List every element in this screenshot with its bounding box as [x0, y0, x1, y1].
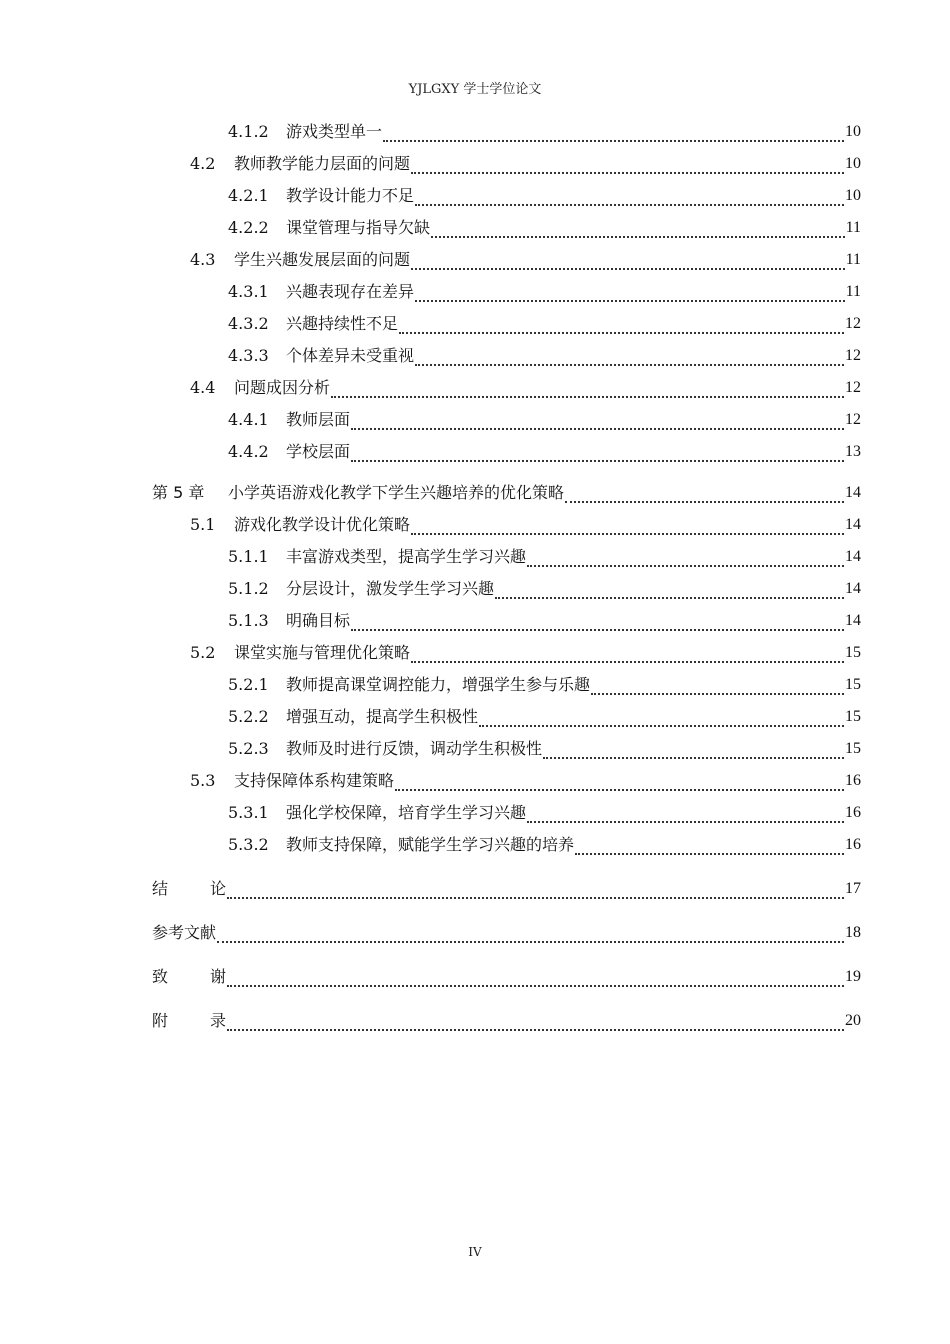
toc-entry[interactable]: [152, 308, 861, 340]
toc-entry-number: 5.2.1: [228, 675, 269, 694]
toc-entry-number: 4.4.2: [228, 442, 269, 461]
toc-entry-number: 5.1: [190, 515, 216, 534]
toc-entry[interactable]: [152, 605, 861, 637]
table-of-contents: [152, 116, 861, 1037]
toc-entry-page: 14: [845, 484, 861, 501]
dot-leader: [227, 1028, 844, 1031]
dot-leader: [411, 532, 844, 535]
dot-leader: [495, 596, 844, 599]
toc-entry[interactable]: [152, 669, 861, 701]
toc-entry[interactable]: [152, 468, 861, 509]
toc-entry-title: 致谢: [152, 967, 269, 986]
toc-entry[interactable]: [152, 701, 861, 733]
toc-entry-title: 学生兴趣发展层面的问题: [234, 250, 411, 269]
toc-entry-title: 游戏化教学设计优化策略: [234, 515, 411, 534]
toc-entry-page: 13: [845, 443, 861, 460]
toc-entry-title: 分层设计，激发学生学习兴趣: [286, 579, 495, 598]
toc-entry[interactable]: [152, 212, 861, 244]
toc-entry-page: 14: [845, 548, 861, 565]
toc-entry-title: 兴趣持续性不足: [286, 314, 399, 333]
toc-entry[interactable]: [152, 276, 861, 308]
toc-entry-number: 5.3: [190, 771, 216, 790]
dot-leader: [591, 692, 844, 695]
toc-entry-number: 4.3: [190, 250, 216, 269]
toc-entry-page: 15: [845, 708, 861, 725]
toc-entry-title: 教师支持保障，赋能学生学习兴趣的培养: [286, 835, 575, 854]
toc-entry-page: 19: [845, 968, 861, 985]
toc-entry[interactable]: [152, 116, 861, 148]
toc-entry-title: 个体差异未受重视: [286, 346, 415, 365]
toc-entry-title: 丰富游戏类型，提高学生学习兴趣: [286, 547, 527, 566]
toc-entry-number: 5.1.1: [228, 547, 269, 566]
page-number: IV: [468, 1245, 482, 1259]
toc-entry-page: 12: [845, 411, 861, 428]
dot-leader: [411, 267, 845, 270]
toc-entry-page: 18: [845, 924, 861, 941]
toc-entry[interactable]: [152, 573, 861, 605]
dot-leader: [331, 395, 844, 398]
toc-entry-page: 14: [845, 612, 861, 629]
toc-entry[interactable]: [152, 340, 861, 372]
toc-entry-title: 支持保障体系构建策略: [234, 771, 395, 790]
toc-entry-number: 5.1.2: [228, 579, 269, 598]
toc-entry-title: 强化学校保障，培育学生学习兴趣: [286, 803, 527, 822]
toc-entry-number: 4.2.2: [228, 218, 269, 237]
toc-entry-number: 4.4: [190, 378, 216, 397]
toc-entry-title: 参考文献: [152, 923, 217, 942]
toc-entry[interactable]: [152, 637, 861, 669]
toc-entry-page: 16: [845, 836, 861, 853]
dot-leader: [527, 564, 844, 567]
dot-leader: [415, 363, 844, 366]
toc-entry[interactable]: [152, 861, 861, 905]
toc-entry-title: 教师及时进行反馈，调动学生积极性: [286, 739, 543, 758]
toc-entry[interactable]: [152, 765, 861, 797]
toc-entry-number: 4.3.1: [228, 282, 269, 301]
page-header: YJLGXY 学士学位论文: [408, 82, 542, 97]
toc-entry-title: 学校层面: [286, 442, 351, 461]
dot-leader: [431, 235, 845, 238]
toc-entry[interactable]: [152, 541, 861, 573]
toc-entry-title: 课堂实施与管理优化策略: [234, 643, 411, 662]
dot-leader: [527, 820, 844, 823]
toc-entry[interactable]: [152, 733, 861, 765]
toc-entry-title: 游戏类型单一: [286, 122, 383, 141]
dot-leader: [227, 896, 844, 899]
toc-entry-page: 15: [845, 644, 861, 661]
toc-entry-page: 12: [845, 347, 861, 364]
toc-entry-page: 12: [845, 379, 861, 396]
toc-entry-title: 小学英语游戏化教学下学生兴趣培养的优化策略: [228, 483, 565, 502]
toc-entry[interactable]: [152, 180, 861, 212]
toc-entry[interactable]: [152, 797, 861, 829]
toc-entry-page: 15: [845, 676, 861, 693]
dot-leader: [415, 203, 844, 206]
dot-leader: [395, 788, 844, 791]
toc-entry-page: 10: [845, 187, 861, 204]
dot-leader: [411, 660, 844, 663]
toc-entry[interactable]: [152, 509, 861, 541]
toc-entry-page: 14: [845, 516, 861, 533]
toc-entry[interactable]: [152, 436, 861, 468]
toc-entry-number: 4.3.3: [228, 346, 269, 365]
toc-entry[interactable]: [152, 372, 861, 404]
dot-leader: [575, 852, 844, 855]
toc-entry-page: 15: [845, 740, 861, 757]
toc-entry-title: 教师提高课堂调控能力，增强学生参与乐趣: [286, 675, 591, 694]
toc-entry-page: 16: [845, 772, 861, 789]
dot-leader: [351, 427, 844, 430]
toc-entry-title: 增强互动，提高学生积极性: [286, 707, 479, 726]
dot-leader: [399, 331, 844, 334]
toc-entry-page: 17: [845, 880, 861, 897]
dot-leader: [411, 171, 844, 174]
toc-entry-title: 问题成因分析: [234, 378, 331, 397]
toc-entry-page: 20: [845, 1012, 861, 1029]
dot-leader: [351, 459, 844, 462]
toc-entry[interactable]: [152, 829, 861, 861]
toc-entry-number: 4.2.1: [228, 186, 269, 205]
toc-entry-title: 结论: [152, 879, 269, 898]
toc-entry-title: 教师层面: [286, 410, 351, 429]
dot-leader: [383, 139, 844, 142]
toc-entry-title: 附录: [152, 1011, 269, 1030]
dot-leader: [543, 756, 844, 759]
toc-entry-page: 11: [845, 283, 861, 300]
toc-entry-page: 11: [845, 251, 861, 268]
toc-entry-number: 5.3.2: [228, 835, 269, 854]
toc-entry-number: 5.2: [190, 643, 216, 662]
toc-entry-number: 5.2.3: [228, 739, 269, 758]
toc-entry-title: 教学设计能力不足: [286, 186, 415, 205]
toc-entry-title: 教师教学能力层面的问题: [234, 154, 411, 173]
toc-entry-number: 4.1.2: [228, 122, 269, 141]
toc-entry-number: 4.4.1: [228, 410, 269, 429]
toc-entry-number: 4.3.2: [228, 314, 269, 333]
toc-entry[interactable]: [152, 949, 861, 993]
toc-entry-page: 16: [845, 804, 861, 821]
toc-entry-number: 5.2.2: [228, 707, 269, 726]
toc-entry[interactable]: [152, 993, 861, 1037]
toc-entry-page: 14: [845, 580, 861, 597]
dot-leader: [217, 940, 844, 943]
toc-entry[interactable]: [152, 404, 861, 436]
toc-entry-title: 兴趣表现存在差异: [286, 282, 415, 301]
toc-entry-number: 5.3.1: [228, 803, 269, 822]
toc-entry-number: 4.2: [190, 154, 216, 173]
dot-leader: [415, 299, 845, 302]
toc-entry-number: 第 5 章: [152, 483, 205, 502]
toc-entry-page: 10: [845, 123, 861, 140]
toc-entry[interactable]: [152, 148, 861, 180]
toc-entry[interactable]: [152, 905, 861, 949]
toc-entry-page: 11: [845, 219, 861, 236]
dot-leader: [479, 724, 844, 727]
toc-entry-page: 10: [845, 155, 861, 172]
toc-entry-title: 明确目标: [286, 611, 351, 630]
toc-entry[interactable]: [152, 244, 861, 276]
toc-entry-page: 12: [845, 315, 861, 332]
toc-entry-number: 5.1.3: [228, 611, 269, 630]
dot-leader: [565, 500, 844, 503]
dot-leader: [227, 984, 844, 987]
toc-entry-title: 课堂管理与指导欠缺: [286, 218, 431, 237]
dot-leader: [351, 628, 844, 631]
